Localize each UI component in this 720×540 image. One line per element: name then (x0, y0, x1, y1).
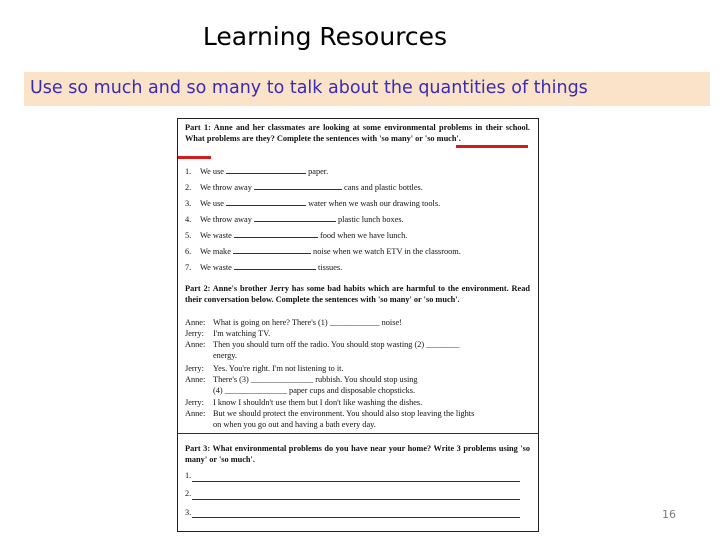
part3-line: 2. (185, 489, 192, 498)
part1-question: 6. We make noise when we watch ETV in the classroom. (185, 247, 461, 256)
red-underline-so-many (456, 145, 528, 148)
dialogue-line: energy. (213, 351, 237, 360)
dialogue-line: on when you go out and having a bath every day. (213, 420, 376, 429)
dialogue-line: Jerry: I'm watching TV. (185, 329, 271, 338)
dialogue-line: Anne: What is going on here? There's (1) ____________ noise! (185, 318, 402, 327)
dialogue-line: Anne: But we should protect the environment. You should also stop leaving the lights (185, 409, 475, 418)
answer-line (192, 499, 520, 500)
part3-line: 3. (185, 508, 192, 517)
answer-line (192, 481, 520, 482)
part3-heading: Part 3: What environmental problems do you have near your home? Write 3 problems using 'so many' or 'so much'. (185, 444, 530, 464)
dialogue-line: Jerry: Yes. You're right. I'm not listening to it. (185, 364, 344, 373)
section-divider (178, 433, 538, 434)
dialogue-line: (4) _______________ paper cups and disposable chopsticks. (213, 386, 416, 395)
part1-question: 7. We waste tissues. (185, 263, 343, 272)
part1-question: 3. We use water when we wash our drawing tools. (185, 199, 441, 208)
answer-line (192, 517, 520, 518)
subtitle-banner (24, 72, 710, 106)
dialogue-line: Anne: Then you should turn off the radio. You should stop wasting (2) ________ (185, 340, 460, 349)
worksheet-image (177, 118, 539, 532)
part1-question: 5. We waste food when we have lunch. (185, 231, 408, 240)
page-number: 16 (662, 508, 676, 521)
part2-heading: Part 2: Anne's brother Jerry has some bad habits which are harmful to the environment. Read their conversation below. Complete the sentences with 'so many' or 'so much'. (185, 284, 530, 304)
part1-question: 4. We throw away plastic lunch boxes. (185, 215, 404, 224)
part1-heading: Part 1: Anne and her classmates are looking at some environmental problems in their school. What problems are they? Complete the sentences with 'so many' or 'so much'. (185, 123, 530, 143)
slide-subtitle: Use so much and so many to talk about the quantities of things (30, 78, 588, 98)
slide-title: Learning Resources (202, 22, 448, 51)
dialogue-line: Anne: There's (3) _______________ rubbish. You should stop using (185, 375, 418, 384)
part3-line: 1. (185, 471, 192, 480)
part1-question: 2. We throw away cans and plastic bottles. (185, 183, 423, 192)
dialogue-line: Jerry: I know I shouldn't use them but I don't like washing the dishes. (185, 398, 423, 407)
red-underline-so-much (178, 156, 211, 159)
part1-question: 1. We use paper. (185, 167, 329, 176)
